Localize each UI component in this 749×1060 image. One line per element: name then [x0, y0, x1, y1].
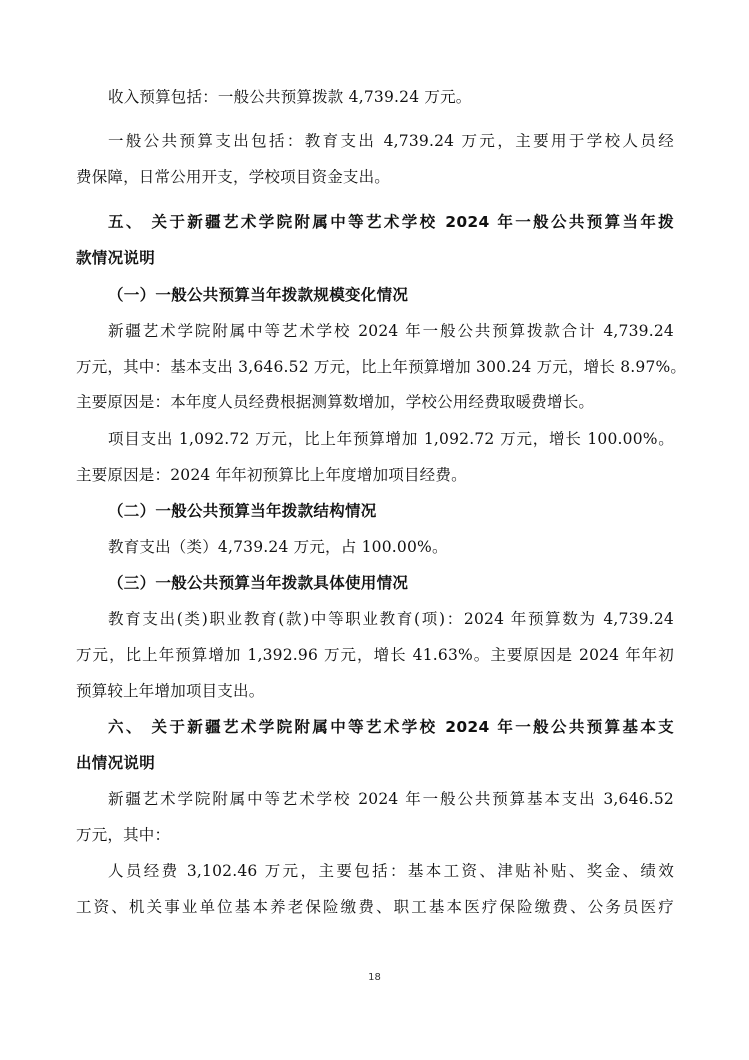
page-number: 18: [368, 972, 381, 983]
paragraph-structure: 教育支出（类）4,739.24 万元，占 100.00%。: [108, 538, 448, 556]
section-heading-6-line-1: 六、 关于新疆艺术学院附属中等艺术学校 2024 年一般公共预算基本支: [108, 718, 674, 736]
section-heading-5-line-1: 五、 关于新疆艺术学院附属中等艺术学校 2024 年一般公共预算当年拨: [108, 213, 674, 231]
paragraph-usage-line-2: 万元，比上年预算增加 1,392.96 万元，增长 41.63%。主要原因是 2024 年年初: [76, 646, 674, 664]
paragraph-personnel-line-1: 人员经费 3,102.46 万元，主要包括：基本工资、津贴补贴、奖金、绩效: [108, 862, 674, 880]
paragraph-scale-line-1: 新疆艺术学院附属中等艺术学校 2024 年一般公共预算拨款合计 4,739.24: [108, 322, 674, 340]
paragraph-scale-line-3: 主要原因是：本年度人员经费根据测算数增加，学校公用经费取暖费增长。: [76, 393, 595, 411]
section-heading-6-line-2: 出情况说明: [76, 754, 156, 772]
paragraph-basic-line-2: 万元，其中：: [76, 826, 171, 844]
subheading-1: （一）一般公共预算当年拨款规模变化情况: [108, 286, 409, 304]
paragraph-project-line-2: 主要原因是：2024 年年初预算比上年度增加项目经费。: [76, 466, 467, 484]
subheading-3: （三）一般公共预算当年拨款具体使用情况: [108, 574, 409, 592]
paragraph-usage-line-1: 教育支出(类)职业教育(款)中等职业教育(项)：2024 年预算数为 4,739.24: [108, 610, 674, 628]
section-heading-5-line-2: 款情况说明: [76, 249, 156, 267]
paragraph-income-budget: 收入预算包括：一般公共预算拨款 4,739.24 万元。: [108, 88, 472, 106]
paragraph-project-line-1: 项目支出 1,092.72 万元，比上年预算增加 1,092.72 万元，增长 100.00%。: [108, 430, 674, 448]
paragraph-usage-line-3: 预算较上年增加项目支出。: [76, 682, 265, 700]
subheading-2: （二）一般公共预算当年拨款结构情况: [108, 502, 377, 520]
paragraph-personnel-line-2: 工资、机关事业单位基本养老保险缴费、职工基本医疗保险缴费、公务员医疗: [76, 898, 674, 916]
paragraph-basic-line-1: 新疆艺术学院附属中等艺术学校 2024 年一般公共预算基本支出 3,646.52: [108, 790, 674, 808]
paragraph-scale-line-2: 万元，其中：基本支出 3,646.52 万元，比上年预算增加 300.24 万元，增长 8.97%。: [76, 358, 687, 376]
paragraph-expenditure-line-1: 一般公共预算支出包括：教育支出 4,739.24 万元，主要用于学校人员经: [108, 132, 674, 150]
paragraph-expenditure-line-2: 费保障，日常公用开支，学校项目资金支出。: [76, 168, 391, 186]
